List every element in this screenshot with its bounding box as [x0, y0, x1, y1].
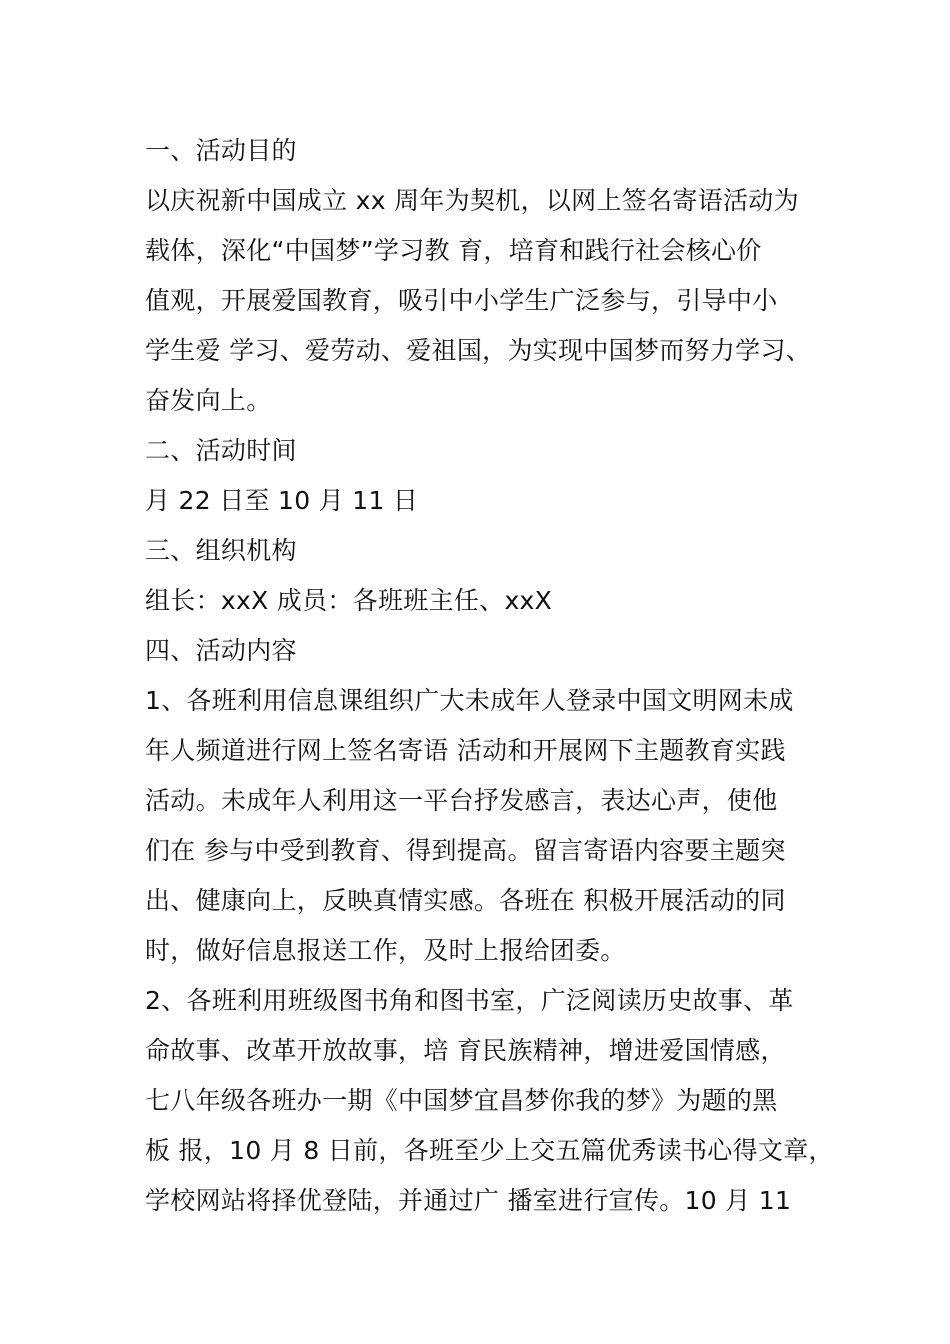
paragraph-line: 命故事、改革开放故事，培 育民族精神，增进爱国情感， — [145, 1036, 786, 1065]
section-heading-time: 二、活动时间 — [145, 436, 297, 465]
paragraph-line: 2、各班利用班级图书角和图书室，广泛阅读历史故事、革 — [145, 986, 794, 1015]
paragraph-line: 学生爱 学习、爱劳动、爱祖国，为实现中国梦而努力学习、 — [145, 336, 812, 365]
paragraph-line: 学校网站将择优登陆，并通过广 播室进行宣传。10 月 11 — [145, 1186, 792, 1215]
paragraph-line: 组长：xxX 成员：各班班主任、xxX — [145, 586, 553, 615]
paragraph-line: 出、健康向上，反映真情实感。各班在 积极开展活动的同 — [145, 886, 786, 915]
paragraph-line: 们在 参与中受到教育、得到提高。留言寄语内容要主题突 — [145, 836, 786, 865]
paragraph-line: 1、各班利用信息课组织广大未成年人登录中国文明网未成 — [145, 686, 794, 715]
paragraph-line: 值观，开展爱国教育，吸引中小学生广泛参与，引导中小 — [145, 286, 778, 315]
document-body — [145, 126, 835, 1226]
section-heading-organization: 三、组织机构 — [145, 536, 297, 565]
paragraph-line: 以庆祝新中国成立 xx 周年为契机，以网上签名寄语活动为 — [145, 186, 799, 215]
section-heading-purpose: 一、活动目的 — [145, 136, 297, 165]
paragraph-line: 板 报，10 月 8 日前，各班至少上交五篇优秀读书心得文章， — [145, 1136, 834, 1165]
paragraph-line: 载体，深化“中国梦”学习教 育，培育和践行社会核心价 — [145, 236, 762, 265]
paragraph-line: 活动。未成年人利用这一平台抒发感言，表达心声，使他 — [145, 786, 778, 815]
paragraph-line: 时，做好信息报送工作，及时上报给团委。 — [145, 936, 626, 965]
section-heading-content: 四、活动内容 — [145, 636, 297, 665]
paragraph-line: 年人频道进行网上签名寄语 活动和开展网下主题教育实践 — [145, 736, 786, 765]
paragraph-line: 月 22 日至 10 月 11 日 — [145, 486, 419, 515]
paragraph-line: 奋发向上。 — [145, 386, 272, 415]
paragraph-line: 七八年级各班办一期《中国梦宜昌梦你我的梦》为题的黑 — [145, 1086, 778, 1115]
